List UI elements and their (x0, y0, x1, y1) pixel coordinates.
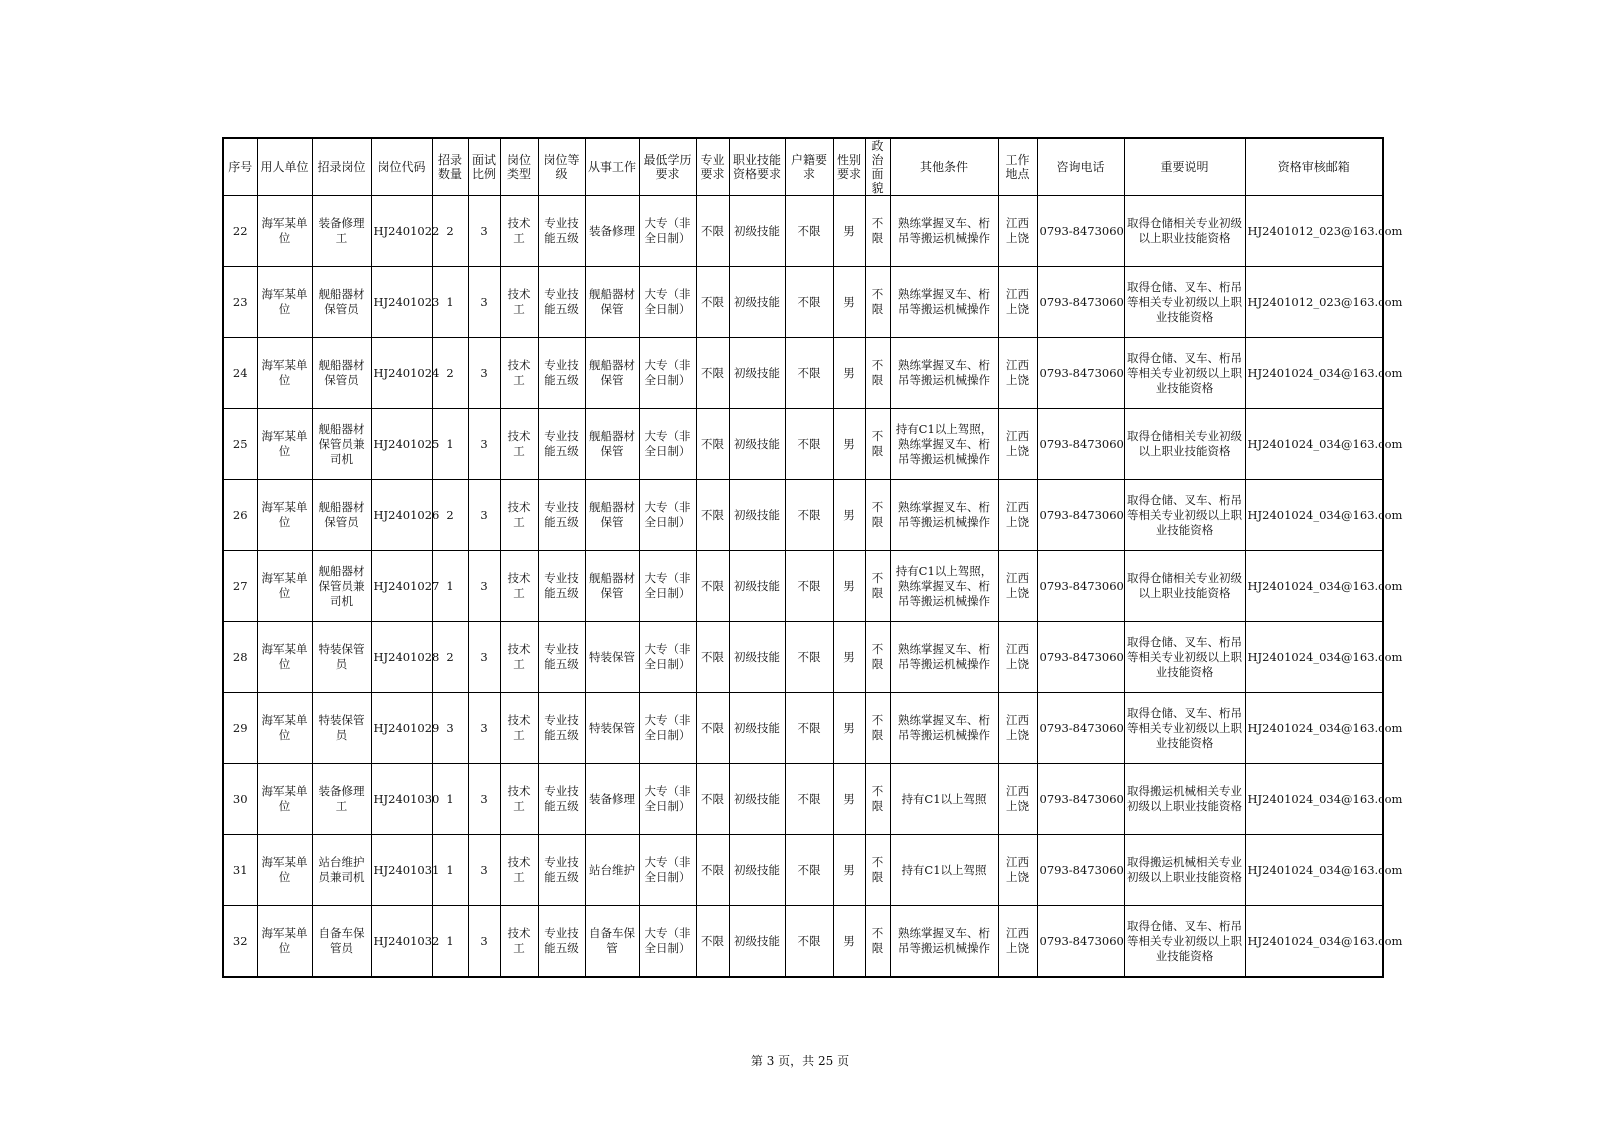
header-col-position: 招录岗位 (312, 138, 371, 196)
cell-col-major: 不限 (696, 480, 729, 551)
cell-col-gender: 男 (833, 693, 865, 764)
cell-col-notes: 取得仓储相关专业初级以上职业技能资格 (1124, 196, 1245, 267)
cell-col-notes: 取得仓储、叉车、桁吊等相关专业初级以上职业技能资格 (1124, 906, 1245, 978)
cell-col-education: 大专（非全日制） (639, 480, 696, 551)
cell-col-other-conditions: 熟练掌握叉车、桁吊等搬运机械操作 (890, 338, 998, 409)
cell-col-gender: 男 (833, 622, 865, 693)
cell-col-location: 江西上饶 (998, 906, 1037, 978)
cell-col-other-conditions: 熟练掌握叉车、桁吊等搬运机械操作 (890, 693, 998, 764)
cell-col-phone: 0793-8473060 (1037, 622, 1124, 693)
cell-col-interview-ratio: 3 (468, 196, 500, 267)
cell-col-education: 大专（非全日制） (639, 551, 696, 622)
cell-col-work: 舰船器材保管 (585, 338, 639, 409)
cell-col-notes: 取得仓储、叉车、桁吊等相关专业初级以上职业技能资格 (1124, 338, 1245, 409)
cell-col-political: 不限 (865, 764, 890, 835)
cell-col-work: 装备修理 (585, 196, 639, 267)
cell-col-interview-ratio: 3 (468, 338, 500, 409)
cell-col-phone: 0793-8473060 (1037, 267, 1124, 338)
cell-col-gender: 男 (833, 267, 865, 338)
cell-col-position-type: 技术工 (500, 267, 538, 338)
cell-col-gender: 男 (833, 551, 865, 622)
cell-col-position-code: HJ2401022 (371, 196, 432, 267)
cell-col-notes: 取得仓储、叉车、桁吊等相关专业初级以上职业技能资格 (1124, 622, 1245, 693)
cell-col-index: 31 (223, 835, 257, 906)
cell-col-education: 大专（非全日制） (639, 338, 696, 409)
cell-col-phone: 0793-8473060 (1037, 409, 1124, 480)
cell-col-other-conditions: 熟练掌握叉车、桁吊等搬运机械操作 (890, 267, 998, 338)
cell-col-other-conditions: 熟练掌握叉车、桁吊等搬运机械操作 (890, 480, 998, 551)
table-row (223, 551, 1383, 622)
cell-col-notes: 取得搬运机械相关专业初级以上职业技能资格 (1124, 764, 1245, 835)
cell-col-location: 江西上饶 (998, 835, 1037, 906)
header-col-gender: 性别要求 (833, 138, 865, 196)
cell-col-education: 大专（非全日制） (639, 693, 696, 764)
cell-col-other-conditions: 持有C1以上驾照，熟练掌握叉车、桁吊等搬运机械操作 (890, 409, 998, 480)
cell-col-political: 不限 (865, 622, 890, 693)
table-header-row (223, 138, 1383, 196)
cell-col-work: 特装保管 (585, 622, 639, 693)
cell-col-position: 舰船器材保管员 (312, 480, 371, 551)
cell-col-political: 不限 (865, 196, 890, 267)
cell-col-index: 22 (223, 196, 257, 267)
cell-col-position-level: 专业技能五级 (538, 409, 585, 480)
cell-col-work: 舰船器材保管 (585, 480, 639, 551)
cell-col-major: 不限 (696, 338, 729, 409)
cell-col-major: 不限 (696, 267, 729, 338)
cell-col-major: 不限 (696, 906, 729, 978)
cell-col-position-type: 技术工 (500, 622, 538, 693)
cell-col-count: 1 (432, 267, 468, 338)
cell-col-index: 25 (223, 409, 257, 480)
table-row (223, 622, 1383, 693)
cell-col-political: 不限 (865, 480, 890, 551)
cell-col-notes: 取得搬运机械相关专业初级以上职业技能资格 (1124, 835, 1245, 906)
cell-col-other-conditions: 熟练掌握叉车、桁吊等搬运机械操作 (890, 622, 998, 693)
cell-col-political: 不限 (865, 338, 890, 409)
table-row (223, 196, 1383, 267)
cell-col-position-level: 专业技能五级 (538, 267, 585, 338)
cell-col-phone: 0793-8473060 (1037, 338, 1124, 409)
cell-col-position-code: HJ2401030 (371, 764, 432, 835)
cell-col-phone: 0793-8473060 (1037, 480, 1124, 551)
header-col-work: 从事工作 (585, 138, 639, 196)
cell-col-position: 舰船器材保管员 (312, 267, 371, 338)
cell-col-skill-qualification: 初级技能 (729, 196, 785, 267)
cell-col-skill-qualification: 初级技能 (729, 764, 785, 835)
cell-col-major: 不限 (696, 196, 729, 267)
cell-col-location: 江西上饶 (998, 480, 1037, 551)
cell-col-skill-qualification: 初级技能 (729, 622, 785, 693)
cell-col-position-code: HJ2401028 (371, 622, 432, 693)
cell-col-political: 不限 (865, 906, 890, 978)
cell-col-employer: 海军某单位 (257, 196, 312, 267)
header-col-position-type: 岗位类型 (500, 138, 538, 196)
header-col-household: 户籍要求 (785, 138, 833, 196)
cell-col-position-code: HJ2401029 (371, 693, 432, 764)
cell-col-other-conditions: 持有C1以上驾照 (890, 835, 998, 906)
cell-col-gender: 男 (833, 764, 865, 835)
cell-col-location: 江西上饶 (998, 338, 1037, 409)
header-col-index: 序号 (223, 138, 257, 196)
cell-col-work: 装备修理 (585, 764, 639, 835)
cell-col-position-level: 专业技能五级 (538, 835, 585, 906)
cell-col-gender: 男 (833, 338, 865, 409)
table-row (223, 338, 1383, 409)
cell-col-phone: 0793-8473060 (1037, 764, 1124, 835)
cell-col-interview-ratio: 3 (468, 267, 500, 338)
cell-col-position-code: HJ2401026 (371, 480, 432, 551)
header-col-count: 招录数量 (432, 138, 468, 196)
cell-col-interview-ratio: 3 (468, 409, 500, 480)
cell-col-employer: 海军某单位 (257, 764, 312, 835)
cell-col-household: 不限 (785, 409, 833, 480)
table-row (223, 480, 1383, 551)
table-row (223, 267, 1383, 338)
cell-col-employer: 海军某单位 (257, 338, 312, 409)
table-row (223, 835, 1383, 906)
cell-col-skill-qualification: 初级技能 (729, 480, 785, 551)
header-col-position-level: 岗位等级 (538, 138, 585, 196)
cell-col-index: 28 (223, 622, 257, 693)
cell-col-gender: 男 (833, 409, 865, 480)
cell-col-work: 舰船器材保管 (585, 551, 639, 622)
cell-col-skill-qualification: 初级技能 (729, 338, 785, 409)
cell-col-gender: 男 (833, 480, 865, 551)
cell-col-location: 江西上饶 (998, 196, 1037, 267)
header-col-email: 资格审核邮箱 (1245, 138, 1383, 196)
cell-col-count: 1 (432, 764, 468, 835)
cell-col-position: 舰船器材保管员兼司机 (312, 409, 371, 480)
cell-col-count: 2 (432, 196, 468, 267)
cell-col-email: HJ2401024_034@163.com (1245, 906, 1383, 978)
cell-col-household: 不限 (785, 622, 833, 693)
cell-col-index: 26 (223, 480, 257, 551)
cell-col-count: 1 (432, 409, 468, 480)
header-col-position-code: 岗位代码 (371, 138, 432, 196)
cell-col-position-type: 技术工 (500, 551, 538, 622)
cell-col-email: HJ2401024_034@163.com (1245, 338, 1383, 409)
cell-col-employer: 海军某单位 (257, 480, 312, 551)
cell-col-gender: 男 (833, 196, 865, 267)
table-body (223, 196, 1403, 978)
cell-col-skill-qualification: 初级技能 (729, 267, 785, 338)
cell-col-count: 1 (432, 835, 468, 906)
cell-col-employer: 海军某单位 (257, 409, 312, 480)
table-row (223, 764, 1383, 835)
cell-col-position-level: 专业技能五级 (538, 338, 585, 409)
header-col-political: 政治面貌 (865, 138, 890, 196)
cell-col-position-type: 技术工 (500, 693, 538, 764)
cell-col-email: HJ2401024_034@163.com (1245, 764, 1383, 835)
cell-col-count: 3 (432, 693, 468, 764)
cell-col-position-level: 专业技能五级 (538, 196, 585, 267)
cell-col-education: 大专（非全日制） (639, 196, 696, 267)
cell-col-household: 不限 (785, 764, 833, 835)
cell-col-education: 大专（非全日制） (639, 409, 696, 480)
cell-col-employer: 海军某单位 (257, 906, 312, 978)
cell-col-major: 不限 (696, 622, 729, 693)
cell-col-phone: 0793-8473060 (1037, 835, 1124, 906)
cell-col-political: 不限 (865, 267, 890, 338)
cell-col-index: 27 (223, 551, 257, 622)
cell-col-major: 不限 (696, 835, 729, 906)
cell-col-position-level: 专业技能五级 (538, 693, 585, 764)
header-col-notes: 重要说明 (1124, 138, 1245, 196)
cell-col-political: 不限 (865, 835, 890, 906)
cell-col-position: 特装保管员 (312, 693, 371, 764)
cell-col-index: 30 (223, 764, 257, 835)
cell-col-position-type: 技术工 (500, 480, 538, 551)
table-row (223, 409, 1383, 480)
cell-col-skill-qualification: 初级技能 (729, 409, 785, 480)
cell-col-employer: 海军某单位 (257, 267, 312, 338)
cell-col-notes: 取得仓储相关专业初级以上职业技能资格 (1124, 409, 1245, 480)
cell-col-major: 不限 (696, 764, 729, 835)
cell-col-position-code: HJ2401025 (371, 409, 432, 480)
cell-col-major: 不限 (696, 551, 729, 622)
cell-col-household: 不限 (785, 267, 833, 338)
header-col-employer: 用人单位 (257, 138, 312, 196)
cell-col-notes: 取得仓储、叉车、桁吊等相关专业初级以上职业技能资格 (1124, 267, 1245, 338)
table-row (223, 906, 1383, 978)
cell-col-index: 24 (223, 338, 257, 409)
cell-col-count: 2 (432, 622, 468, 693)
page-footer: 第 3 页，共 25 页 (750, 1054, 850, 1068)
cell-col-location: 江西上饶 (998, 764, 1037, 835)
cell-col-interview-ratio: 3 (468, 480, 500, 551)
cell-col-email: HJ2401012_023@163.com (1245, 267, 1383, 338)
cell-col-location: 江西上饶 (998, 622, 1037, 693)
cell-col-position-code: HJ2401032 (371, 906, 432, 978)
header-col-interview-ratio: 面试比例 (468, 138, 500, 196)
cell-col-phone: 0793-8473060 (1037, 693, 1124, 764)
recruitment-table (222, 137, 1403, 978)
cell-col-index: 32 (223, 906, 257, 978)
cell-col-other-conditions: 熟练掌握叉车、桁吊等搬运机械操作 (890, 196, 998, 267)
cell-col-employer: 海军某单位 (257, 693, 312, 764)
cell-col-position-code: HJ2401024 (371, 338, 432, 409)
cell-col-household: 不限 (785, 835, 833, 906)
cell-col-major: 不限 (696, 409, 729, 480)
cell-col-position-level: 专业技能五级 (538, 551, 585, 622)
cell-col-interview-ratio: 3 (468, 693, 500, 764)
cell-col-position: 装备修理工 (312, 196, 371, 267)
cell-col-position-code: HJ2401027 (371, 551, 432, 622)
cell-col-position: 装备修理工 (312, 764, 371, 835)
cell-col-index: 23 (223, 267, 257, 338)
cell-col-position-type: 技术工 (500, 409, 538, 480)
cell-col-count: 1 (432, 551, 468, 622)
cell-col-location: 江西上饶 (998, 267, 1037, 338)
cell-col-notes: 取得仓储、叉车、桁吊等相关专业初级以上职业技能资格 (1124, 693, 1245, 764)
cell-col-notes: 取得仓储相关专业初级以上职业技能资格 (1124, 551, 1245, 622)
header-col-other-conditions: 其他条件 (890, 138, 998, 196)
cell-col-position-level: 专业技能五级 (538, 906, 585, 978)
cell-col-position-type: 技术工 (500, 764, 538, 835)
cell-col-position: 自备车保管员 (312, 906, 371, 978)
cell-col-employer: 海军某单位 (257, 622, 312, 693)
cell-col-household: 不限 (785, 693, 833, 764)
cell-col-skill-qualification: 初级技能 (729, 693, 785, 764)
cell-col-education: 大专（非全日制） (639, 764, 696, 835)
cell-col-employer: 海军某单位 (257, 835, 312, 906)
cell-col-interview-ratio: 3 (468, 764, 500, 835)
cell-col-interview-ratio: 3 (468, 622, 500, 693)
cell-col-email: HJ2401024_034@163.com (1245, 480, 1383, 551)
cell-col-position-level: 专业技能五级 (538, 480, 585, 551)
cell-col-work: 站台维护 (585, 835, 639, 906)
cell-col-position-level: 专业技能五级 (538, 764, 585, 835)
cell-col-interview-ratio: 3 (468, 835, 500, 906)
cell-col-position-type: 技术工 (500, 196, 538, 267)
cell-col-count: 1 (432, 906, 468, 978)
cell-col-position-code: HJ2401023 (371, 267, 432, 338)
cell-col-phone: 0793-8473060 (1037, 196, 1124, 267)
cell-col-index: 29 (223, 693, 257, 764)
cell-col-position: 舰船器材保管员兼司机 (312, 551, 371, 622)
cell-col-interview-ratio: 3 (468, 551, 500, 622)
cell-col-major: 不限 (696, 693, 729, 764)
cell-col-email: HJ2401024_034@163.com (1245, 551, 1383, 622)
cell-col-education: 大专（非全日制） (639, 267, 696, 338)
header-col-skill-qualification: 职业技能资格要求 (729, 138, 785, 196)
cell-col-household: 不限 (785, 338, 833, 409)
cell-col-position: 舰船器材保管员 (312, 338, 371, 409)
cell-col-email: HJ2401024_034@163.com (1245, 622, 1383, 693)
cell-col-education: 大专（非全日制） (639, 906, 696, 978)
header-col-phone: 咨询电话 (1037, 138, 1124, 196)
cell-col-household: 不限 (785, 906, 833, 978)
cell-col-position-type: 技术工 (500, 338, 538, 409)
cell-col-email: HJ2401024_034@163.com (1245, 835, 1383, 906)
cell-col-count: 2 (432, 480, 468, 551)
cell-col-position-level: 专业技能五级 (538, 622, 585, 693)
cell-col-education: 大专（非全日制） (639, 622, 696, 693)
cell-col-employer: 海军某单位 (257, 551, 312, 622)
cell-col-work: 特装保管 (585, 693, 639, 764)
cell-col-skill-qualification: 初级技能 (729, 906, 785, 978)
cell-col-interview-ratio: 3 (468, 906, 500, 978)
cell-col-location: 江西上饶 (998, 409, 1037, 480)
cell-col-count: 2 (432, 338, 468, 409)
cell-col-skill-qualification: 初级技能 (729, 835, 785, 906)
cell-col-work: 自备车保管 (585, 906, 639, 978)
cell-col-gender: 男 (833, 835, 865, 906)
cell-col-email: HJ2401012_023@163.com (1245, 196, 1383, 267)
cell-col-location: 江西上饶 (998, 693, 1037, 764)
cell-col-position-type: 技术工 (500, 835, 538, 906)
cell-col-position-code: HJ2401031 (371, 835, 432, 906)
cell-col-position: 特装保管员 (312, 622, 371, 693)
cell-col-other-conditions: 熟练掌握叉车、桁吊等搬运机械操作 (890, 906, 998, 978)
cell-col-other-conditions: 持有C1以上驾照，熟练掌握叉车、桁吊等搬运机械操作 (890, 551, 998, 622)
cell-col-phone: 0793-8473060 (1037, 551, 1124, 622)
cell-col-skill-qualification: 初级技能 (729, 551, 785, 622)
cell-col-work: 舰船器材保管 (585, 409, 639, 480)
cell-col-education: 大专（非全日制） (639, 835, 696, 906)
cell-col-notes: 取得仓储、叉车、桁吊等相关专业初级以上职业技能资格 (1124, 480, 1245, 551)
header-col-education: 最低学历要求 (639, 138, 696, 196)
cell-col-household: 不限 (785, 196, 833, 267)
cell-col-work: 舰船器材保管 (585, 267, 639, 338)
cell-col-email: HJ2401024_034@163.com (1245, 409, 1383, 480)
cell-col-political: 不限 (865, 409, 890, 480)
cell-col-location: 江西上饶 (998, 551, 1037, 622)
header-col-location: 工作地点 (998, 138, 1037, 196)
cell-col-political: 不限 (865, 551, 890, 622)
cell-col-position: 站台维护员兼司机 (312, 835, 371, 906)
cell-col-gender: 男 (833, 906, 865, 978)
cell-col-email: HJ2401024_034@163.com (1245, 693, 1383, 764)
cell-col-other-conditions: 持有C1以上驾照 (890, 764, 998, 835)
cell-col-household: 不限 (785, 551, 833, 622)
cell-col-phone: 0793-8473060 (1037, 906, 1124, 978)
cell-col-household: 不限 (785, 480, 833, 551)
table-row (223, 693, 1383, 764)
cell-col-political: 不限 (865, 693, 890, 764)
cell-col-position-type: 技术工 (500, 906, 538, 978)
header-col-major: 专业要求 (696, 138, 729, 196)
